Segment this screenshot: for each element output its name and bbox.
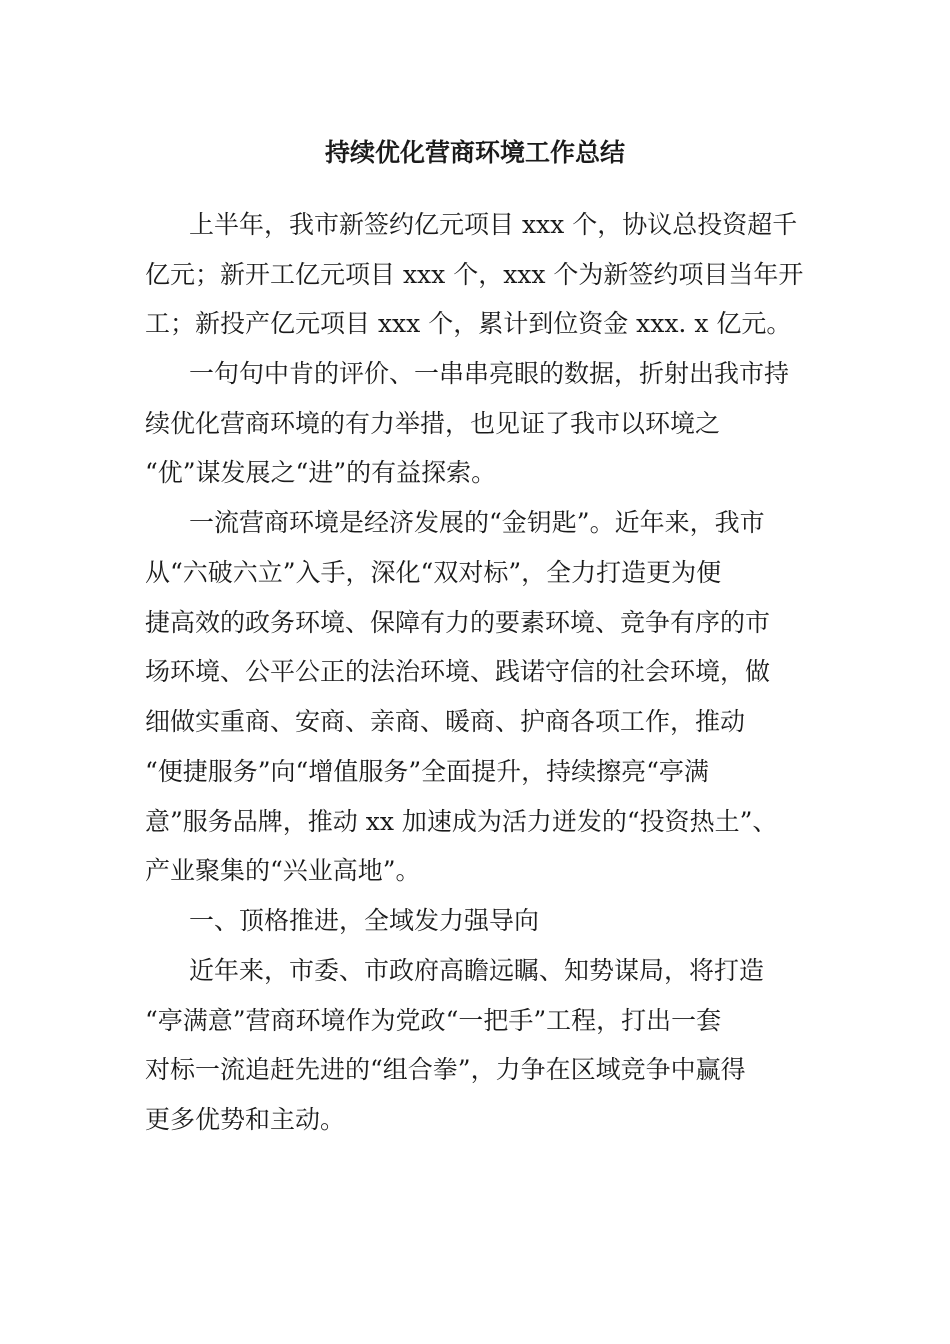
text-line: “便捷服务”向“增值服务”全面提升，持续擦亮“亭满 [145, 757, 709, 786]
text-line: 上半年，我市新签约亿元项目 xxx 个，协议总投资超千 [189, 210, 798, 239]
text-line: 续优化营商环境的有力举措，也见证了我市以环境之 [145, 409, 721, 438]
text-line: 近年来，市委、市政府高瞻远瞩、知势谋局，将打造 [189, 956, 765, 985]
text-line: 亿元；新开工亿元项目 xxx 个，xxx 个为新签约项目当年开 [145, 260, 804, 289]
text-line: 一句句中肯的评价、一串串亮眼的数据，折射出我市持 [189, 359, 790, 388]
text-line: “优”谋发展之“进”的有益探索。 [145, 458, 497, 487]
text-line: 产业聚集的“兴业高地”。 [145, 856, 421, 885]
text-line: 一流营商环境是经济发展的“金钥匙”。近年来，我市 [189, 508, 765, 537]
text-line: 更多优势和主动。 [145, 1105, 346, 1134]
text-line: 对标一流追赶先进的“组合拳”，力争在区域竞争中赢得 [145, 1055, 746, 1084]
text-line: 细做实重商、安商、亲商、暖商、护商各项工作，推动 [145, 707, 746, 736]
text-line: 工；新投产亿元项目 xxx 个，累计到位资金 xxx. x 亿元。 [145, 309, 792, 338]
document-title: 持续优化营商环境工作总结 [324, 138, 625, 167]
text-line: 从“六破六立”入手，深化“双对标”，全力打造更为便 [145, 558, 722, 587]
text-line: “亭满意”营商环境作为党政“一把手”工程，打出一套 [145, 1006, 722, 1035]
text-line: 场环境、公平公正的法治环境、践诺守信的社会环境，做 [145, 657, 771, 686]
text-line: 意”服务品牌，推动 xx 加速成为活力迸发的“投资热土”、 [145, 807, 778, 836]
section-heading: 一、顶格推进，全域发力强导向 [189, 906, 540, 935]
text-line: 捷高效的政务环境、保障有力的要素环境、竞争有序的市 [145, 608, 771, 637]
